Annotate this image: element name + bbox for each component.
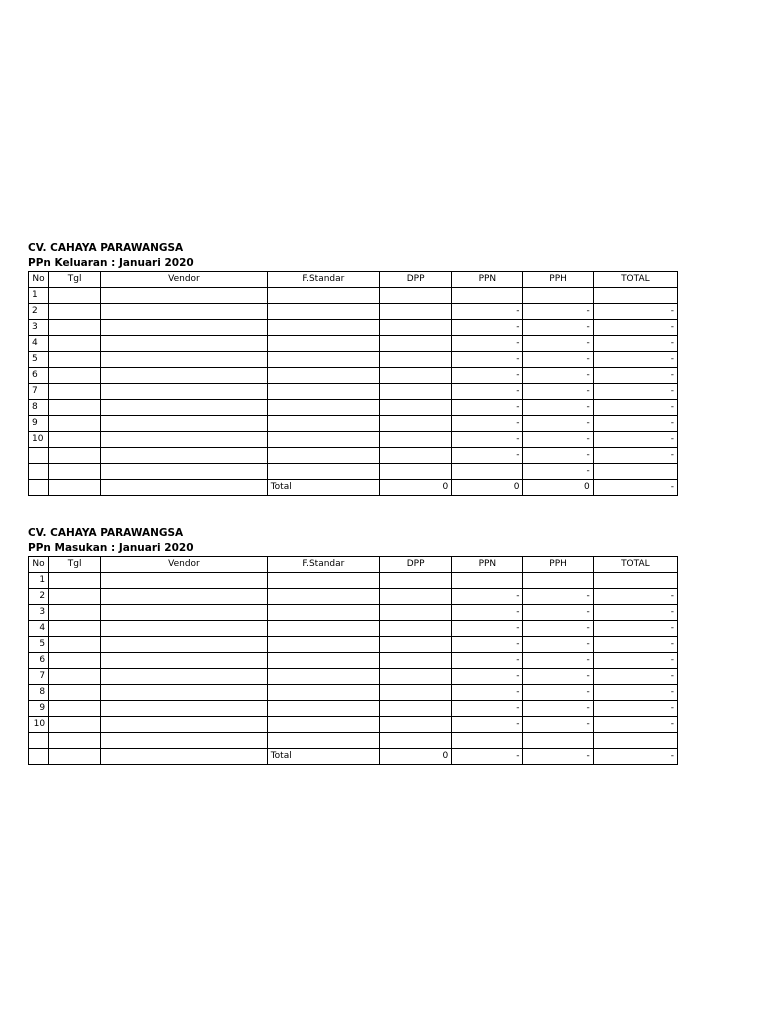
cell-fstandar <box>267 464 379 480</box>
cell-vendor <box>101 749 268 765</box>
table-row <box>29 573 678 589</box>
cell-vendor <box>101 416 268 432</box>
cell-dpp <box>380 637 452 653</box>
cell-vendor <box>101 717 268 733</box>
cell-pph: - <box>523 637 593 653</box>
cell-vendor <box>101 448 268 464</box>
cell-vendor <box>101 464 268 480</box>
cell-tgl <box>49 304 101 320</box>
cell-tgl <box>49 464 101 480</box>
cell-ppn: - <box>452 304 523 320</box>
cell-fstandar <box>267 573 379 589</box>
cell-tgl <box>49 621 101 637</box>
report-title: PPn Masukan : Januari 2020 <box>28 542 194 554</box>
cell-vendor <box>101 621 268 637</box>
cell-tgl <box>49 384 101 400</box>
cell-total: - <box>593 384 677 400</box>
header-fstandar: F.Standar <box>267 557 379 573</box>
cell-tgl <box>49 480 101 496</box>
cell-total: - <box>593 621 677 637</box>
table-row <box>29 717 678 733</box>
cell-ppn: - <box>452 653 523 669</box>
cell-ppn: - <box>452 637 523 653</box>
cell-total: - <box>593 400 677 416</box>
cell-tgl <box>49 637 101 653</box>
cell-ppn: - <box>452 416 523 432</box>
table-row <box>29 653 678 669</box>
company-name: CV. CAHAYA PARAWANGSA <box>28 242 184 254</box>
cell-tgl <box>49 669 101 685</box>
cell-dpp <box>380 621 452 637</box>
table-row <box>29 416 678 432</box>
cell-pph: - <box>523 352 593 368</box>
cell-dpp <box>380 605 452 621</box>
cell-pph: - <box>523 432 593 448</box>
cell-no: 10 <box>29 717 49 733</box>
cell-fstandar <box>267 288 379 304</box>
cell-pph <box>523 288 593 304</box>
cell-fstandar <box>267 605 379 621</box>
cell-dpp <box>380 432 452 448</box>
cell-pph: - <box>523 448 593 464</box>
cell-tgl <box>49 605 101 621</box>
cell-no: 5 <box>29 637 49 653</box>
cell-vendor <box>101 432 268 448</box>
cell-vendor <box>101 605 268 621</box>
cell-vendor <box>101 320 268 336</box>
cell-pph <box>523 573 593 589</box>
cell-ppn: - <box>452 336 523 352</box>
cell-no: 6 <box>29 653 49 669</box>
cell-pph: - <box>523 669 593 685</box>
cell-no: 1 <box>29 573 49 589</box>
cell-pph: - <box>523 384 593 400</box>
header-vendor: Vendor <box>101 557 268 573</box>
cell-tgl <box>49 432 101 448</box>
cell-pph: - <box>523 605 593 621</box>
cell-ppn: - <box>452 701 523 717</box>
cell-no: 2 <box>29 589 49 605</box>
table-row <box>29 605 678 621</box>
cell-dpp <box>380 384 452 400</box>
cell-no <box>29 448 49 464</box>
cell-vendor <box>101 480 268 496</box>
cell-total: - <box>593 304 677 320</box>
cell-no: 7 <box>29 384 49 400</box>
header-dpp: DPP <box>380 557 452 573</box>
cell-fstandar <box>267 400 379 416</box>
cell-vendor <box>101 701 268 717</box>
ppn-keluaran-section <box>28 241 678 496</box>
cell-tgl <box>49 717 101 733</box>
cell-total: - <box>593 605 677 621</box>
ppn-keluaran-table <box>28 271 678 496</box>
cell-tgl <box>49 368 101 384</box>
header-tgl: Tgl <box>49 557 101 573</box>
ppn-masukan-section <box>28 526 678 765</box>
cell-vendor <box>101 384 268 400</box>
table-row <box>29 480 678 496</box>
cell-ppn: - <box>452 432 523 448</box>
cell-dpp <box>380 448 452 464</box>
cell-fstandar: Total <box>267 480 379 496</box>
cell-pph: - <box>523 653 593 669</box>
cell-tgl <box>49 733 101 749</box>
cell-total: - <box>593 432 677 448</box>
cell-no: 9 <box>29 701 49 717</box>
table-row <box>29 352 678 368</box>
cell-total: - <box>593 352 677 368</box>
table-row <box>29 464 678 480</box>
cell-dpp <box>380 589 452 605</box>
cell-fstandar <box>267 336 379 352</box>
cell-total: - <box>593 416 677 432</box>
cell-vendor <box>101 304 268 320</box>
table-row <box>29 336 678 352</box>
cell-dpp <box>380 352 452 368</box>
company-name: CV. CAHAYA PARAWANGSA <box>28 527 184 539</box>
cell-vendor <box>101 653 268 669</box>
cell-total: - <box>593 320 677 336</box>
cell-vendor <box>101 400 268 416</box>
cell-total: - <box>593 368 677 384</box>
cell-vendor <box>101 685 268 701</box>
cell-no: 6 <box>29 368 49 384</box>
cell-dpp: 0 <box>380 480 452 496</box>
cell-vendor <box>101 573 268 589</box>
cell-total <box>593 733 677 749</box>
cell-dpp <box>380 320 452 336</box>
cell-pph: - <box>523 717 593 733</box>
cell-no: 5 <box>29 352 49 368</box>
cell-fstandar <box>267 733 379 749</box>
cell-no <box>29 749 49 765</box>
cell-no <box>29 733 49 749</box>
header-no: No <box>29 557 49 573</box>
cell-vendor <box>101 368 268 384</box>
cell-fstandar <box>267 701 379 717</box>
cell-fstandar <box>267 368 379 384</box>
cell-vendor <box>101 288 268 304</box>
cell-fstandar <box>267 717 379 733</box>
table-row <box>29 384 678 400</box>
cell-no: 10 <box>29 432 49 448</box>
cell-fstandar <box>267 448 379 464</box>
table-row <box>29 733 678 749</box>
cell-fstandar <box>267 589 379 605</box>
cell-vendor <box>101 637 268 653</box>
cell-no: 3 <box>29 605 49 621</box>
table-row <box>29 589 678 605</box>
ppn-masukan-table <box>28 556 678 765</box>
cell-dpp: 0 <box>380 749 452 765</box>
table-row <box>29 637 678 653</box>
cell-no: 8 <box>29 400 49 416</box>
cell-ppn <box>452 288 523 304</box>
cell-ppn <box>452 573 523 589</box>
cell-fstandar <box>267 320 379 336</box>
table-row <box>29 288 678 304</box>
cell-pph: - <box>523 336 593 352</box>
table-header-row <box>29 557 678 573</box>
cell-dpp <box>380 717 452 733</box>
cell-tgl <box>49 573 101 589</box>
cell-fstandar <box>267 416 379 432</box>
cell-vendor <box>101 733 268 749</box>
cell-tgl <box>49 416 101 432</box>
cell-total: - <box>593 589 677 605</box>
cell-total: - <box>593 653 677 669</box>
cell-ppn <box>452 464 523 480</box>
cell-pph: - <box>523 400 593 416</box>
cell-dpp <box>380 573 452 589</box>
cell-pph: - <box>523 589 593 605</box>
cell-ppn: - <box>452 621 523 637</box>
cell-total <box>593 464 677 480</box>
header-vendor: Vendor <box>101 272 268 288</box>
cell-fstandar <box>267 637 379 653</box>
header-no: No <box>29 272 49 288</box>
cell-tgl <box>49 352 101 368</box>
cell-dpp <box>380 685 452 701</box>
cell-tgl <box>49 400 101 416</box>
cell-ppn: - <box>452 749 523 765</box>
cell-tgl <box>49 288 101 304</box>
cell-no: 1 <box>29 288 49 304</box>
cell-total <box>593 288 677 304</box>
cell-dpp <box>380 733 452 749</box>
cell-pph: - <box>523 701 593 717</box>
cell-total: - <box>593 749 677 765</box>
cell-ppn: - <box>452 448 523 464</box>
cell-ppn: 0 <box>452 480 523 496</box>
cell-no: 4 <box>29 336 49 352</box>
cell-total: - <box>593 480 677 496</box>
cell-ppn: - <box>452 400 523 416</box>
cell-fstandar <box>267 669 379 685</box>
cell-dpp <box>380 669 452 685</box>
cell-ppn: - <box>452 384 523 400</box>
cell-total: - <box>593 448 677 464</box>
cell-fstandar <box>267 685 379 701</box>
cell-tgl <box>49 320 101 336</box>
header-dpp: DPP <box>380 272 452 288</box>
cell-ppn: - <box>452 589 523 605</box>
cell-pph: - <box>523 749 593 765</box>
cell-ppn: - <box>452 717 523 733</box>
cell-fstandar <box>267 621 379 637</box>
cell-pph <box>523 733 593 749</box>
cell-no: 7 <box>29 669 49 685</box>
cell-tgl <box>49 589 101 605</box>
cell-tgl <box>49 685 101 701</box>
cell-tgl <box>49 448 101 464</box>
cell-vendor <box>101 669 268 685</box>
cell-pph: 0 <box>523 480 593 496</box>
cell-ppn: - <box>452 669 523 685</box>
cell-no: 4 <box>29 621 49 637</box>
cell-no: 2 <box>29 304 49 320</box>
cell-no: 8 <box>29 685 49 701</box>
cell-dpp <box>380 400 452 416</box>
table-row <box>29 621 678 637</box>
cell-total: - <box>593 717 677 733</box>
cell-ppn: - <box>452 605 523 621</box>
cell-fstandar <box>267 384 379 400</box>
cell-ppn: - <box>452 368 523 384</box>
cell-pph: - <box>523 368 593 384</box>
table-row <box>29 304 678 320</box>
report-title: PPn Keluaran : Januari 2020 <box>28 257 194 269</box>
cell-dpp <box>380 288 452 304</box>
cell-vendor <box>101 336 268 352</box>
cell-dpp <box>380 416 452 432</box>
cell-pph: - <box>523 320 593 336</box>
cell-dpp <box>380 653 452 669</box>
cell-total: - <box>593 336 677 352</box>
cell-dpp <box>380 336 452 352</box>
cell-vendor <box>101 589 268 605</box>
cell-total: - <box>593 701 677 717</box>
table-row <box>29 749 678 765</box>
cell-no <box>29 464 49 480</box>
cell-total <box>593 573 677 589</box>
cell-total: - <box>593 685 677 701</box>
header-total: TOTAL <box>593 272 677 288</box>
table-row <box>29 368 678 384</box>
cell-tgl <box>49 336 101 352</box>
cell-tgl <box>49 701 101 717</box>
cell-fstandar <box>267 653 379 669</box>
cell-tgl <box>49 749 101 765</box>
table-row <box>29 685 678 701</box>
header-total: TOTAL <box>593 557 677 573</box>
cell-no: 3 <box>29 320 49 336</box>
cell-total: - <box>593 637 677 653</box>
cell-ppn: - <box>452 320 523 336</box>
cell-dpp <box>380 464 452 480</box>
cell-tgl <box>49 653 101 669</box>
cell-no <box>29 480 49 496</box>
cell-pph: - <box>523 464 593 480</box>
cell-ppn: - <box>452 685 523 701</box>
cell-total: - <box>593 669 677 685</box>
table-row <box>29 448 678 464</box>
header-ppn: PPN <box>452 557 523 573</box>
cell-vendor <box>101 352 268 368</box>
header-pph: PPH <box>523 272 593 288</box>
cell-fstandar <box>267 352 379 368</box>
table-row <box>29 669 678 685</box>
cell-ppn: - <box>452 352 523 368</box>
cell-dpp <box>380 368 452 384</box>
table-row <box>29 432 678 448</box>
cell-pph: - <box>523 416 593 432</box>
header-ppn: PPN <box>452 272 523 288</box>
table-row <box>29 701 678 717</box>
cell-no: 9 <box>29 416 49 432</box>
cell-dpp <box>380 701 452 717</box>
cell-pph: - <box>523 621 593 637</box>
table-header-row <box>29 272 678 288</box>
cell-pph: - <box>523 685 593 701</box>
cell-pph: - <box>523 304 593 320</box>
header-fstandar: F.Standar <box>267 272 379 288</box>
cell-fstandar <box>267 304 379 320</box>
table-row <box>29 400 678 416</box>
header-tgl: Tgl <box>49 272 101 288</box>
table-row <box>29 320 678 336</box>
cell-ppn <box>452 733 523 749</box>
cell-fstandar: Total <box>267 749 379 765</box>
cell-dpp <box>380 304 452 320</box>
cell-fstandar <box>267 432 379 448</box>
header-pph: PPH <box>523 557 593 573</box>
